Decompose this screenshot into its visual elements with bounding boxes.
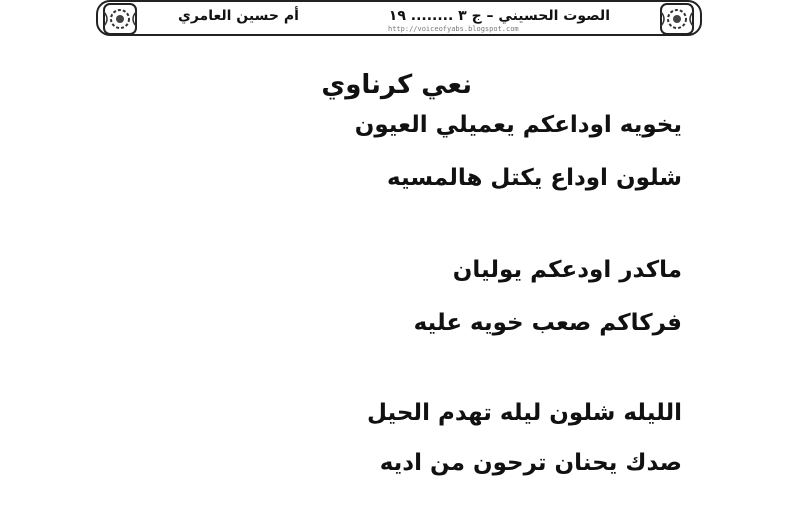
poem-line: فركاكم صعب خويه عليه [413, 310, 682, 336]
header-url: http://voiceofyabs.blogspot.com [388, 25, 519, 33]
poem-line: الليله شلون ليله تهدم الحيل [366, 400, 682, 426]
header-author: أم حسين العامري [178, 8, 299, 24]
poem-line: يخويه اوداعكم يعميلي العيون [354, 112, 682, 138]
poem-title: نعي كرناوي [321, 70, 472, 100]
header-title: الصوت الحسيني – ج ٣ ........ ١٩ [388, 8, 610, 24]
poem-line: صدك يحنان ترحون من اديه [379, 450, 682, 476]
poem-line: ماكدر اودعكم يوليان [452, 257, 682, 283]
ornament-left-icon [100, 0, 140, 40]
poem-line: شلون اوداع يكتل هالمسيه [387, 165, 682, 191]
ornament-right-icon [657, 0, 697, 40]
page-header [96, 0, 702, 36]
